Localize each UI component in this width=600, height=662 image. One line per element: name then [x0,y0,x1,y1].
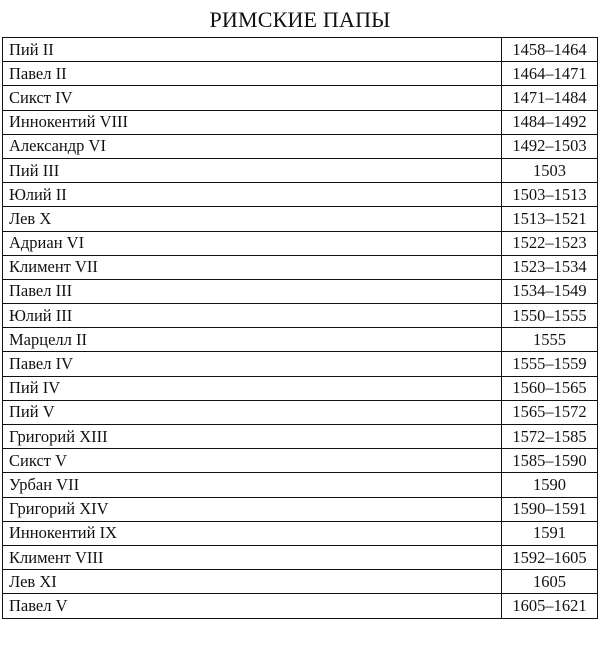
table-row [3,521,598,545]
table-row [3,62,598,86]
pope-name-cell: Климент VII [3,255,502,279]
page-title: РИМСКИЕ ПАПЫ [209,7,391,32]
pope-years-cell: 1503–1513 [502,183,598,207]
table-row [3,183,598,207]
pope-name-cell: Юлий III [3,304,502,328]
pope-years-cell: 1464–1471 [502,62,598,86]
pope-name-cell: Александр VI [3,134,502,158]
pope-name-cell: Сикст V [3,449,502,473]
pope-years-cell: 1550–1555 [502,304,598,328]
table-row [3,594,598,618]
pope-name-cell: Павел V [3,594,502,618]
table-row [3,231,598,255]
pope-years-cell: 1555–1559 [502,352,598,376]
pope-name-cell: Юлий II [3,183,502,207]
table-row [3,134,598,158]
pope-name-cell: Адриан VI [3,231,502,255]
pope-years-cell: 1572–1585 [502,425,598,449]
pope-name-cell: Сикст IV [3,86,502,110]
table-row [3,328,598,352]
table-row [3,449,598,473]
pope-name-cell: Пий II [3,38,502,62]
pope-years-cell: 1590 [502,473,598,497]
pope-name-cell: Григорий XIII [3,425,502,449]
pope-years-cell: 1560–1565 [502,376,598,400]
table-row [3,110,598,134]
pope-years-cell: 1591 [502,521,598,545]
pope-years-cell: 1484–1492 [502,110,598,134]
pope-name-cell: Климент VIII [3,545,502,569]
table-row [3,86,598,110]
table-row [3,473,598,497]
popes-table [2,37,598,619]
pope-years-cell: 1555 [502,328,598,352]
table-row [3,376,598,400]
pope-years-cell: 1503 [502,158,598,182]
pope-name-cell: Пий IV [3,376,502,400]
pope-years-cell: 1534–1549 [502,279,598,303]
table-row [3,545,598,569]
table-row [3,570,598,594]
pope-name-cell: Павел IV [3,352,502,376]
pope-name-cell: Павел III [3,279,502,303]
table-row [3,279,598,303]
table-row [3,497,598,521]
pope-years-cell: 1592–1605 [502,545,598,569]
pope-years-cell: 1458–1464 [502,38,598,62]
pope-name-cell: Урбан VII [3,473,502,497]
pope-name-cell: Иннокентий VIII [3,110,502,134]
pope-years-cell: 1471–1484 [502,86,598,110]
table-row [3,352,598,376]
pope-name-cell: Лев X [3,207,502,231]
table-row [3,304,598,328]
pope-years-cell: 1522–1523 [502,231,598,255]
pope-years-cell: 1605 [502,570,598,594]
pope-name-cell: Пий III [3,158,502,182]
popes-table-body [3,38,598,619]
table-row [3,425,598,449]
table-row [3,400,598,424]
pope-years-cell: 1605–1621 [502,594,598,618]
pope-name-cell: Иннокентий IX [3,521,502,545]
pope-years-cell: 1565–1572 [502,400,598,424]
pope-name-cell: Марцелл II [3,328,502,352]
table-row [3,158,598,182]
pope-name-cell: Павел II [3,62,502,86]
pope-years-cell: 1523–1534 [502,255,598,279]
pope-years-cell: 1590–1591 [502,497,598,521]
pope-name-cell: Григорий XIV [3,497,502,521]
pope-years-cell: 1513–1521 [502,207,598,231]
pope-name-cell: Лев XI [3,570,502,594]
table-row [3,255,598,279]
table-row [3,38,598,62]
pope-years-cell: 1492–1503 [502,134,598,158]
table-row [3,207,598,231]
pope-years-cell: 1585–1590 [502,449,598,473]
pope-name-cell: Пий V [3,400,502,424]
